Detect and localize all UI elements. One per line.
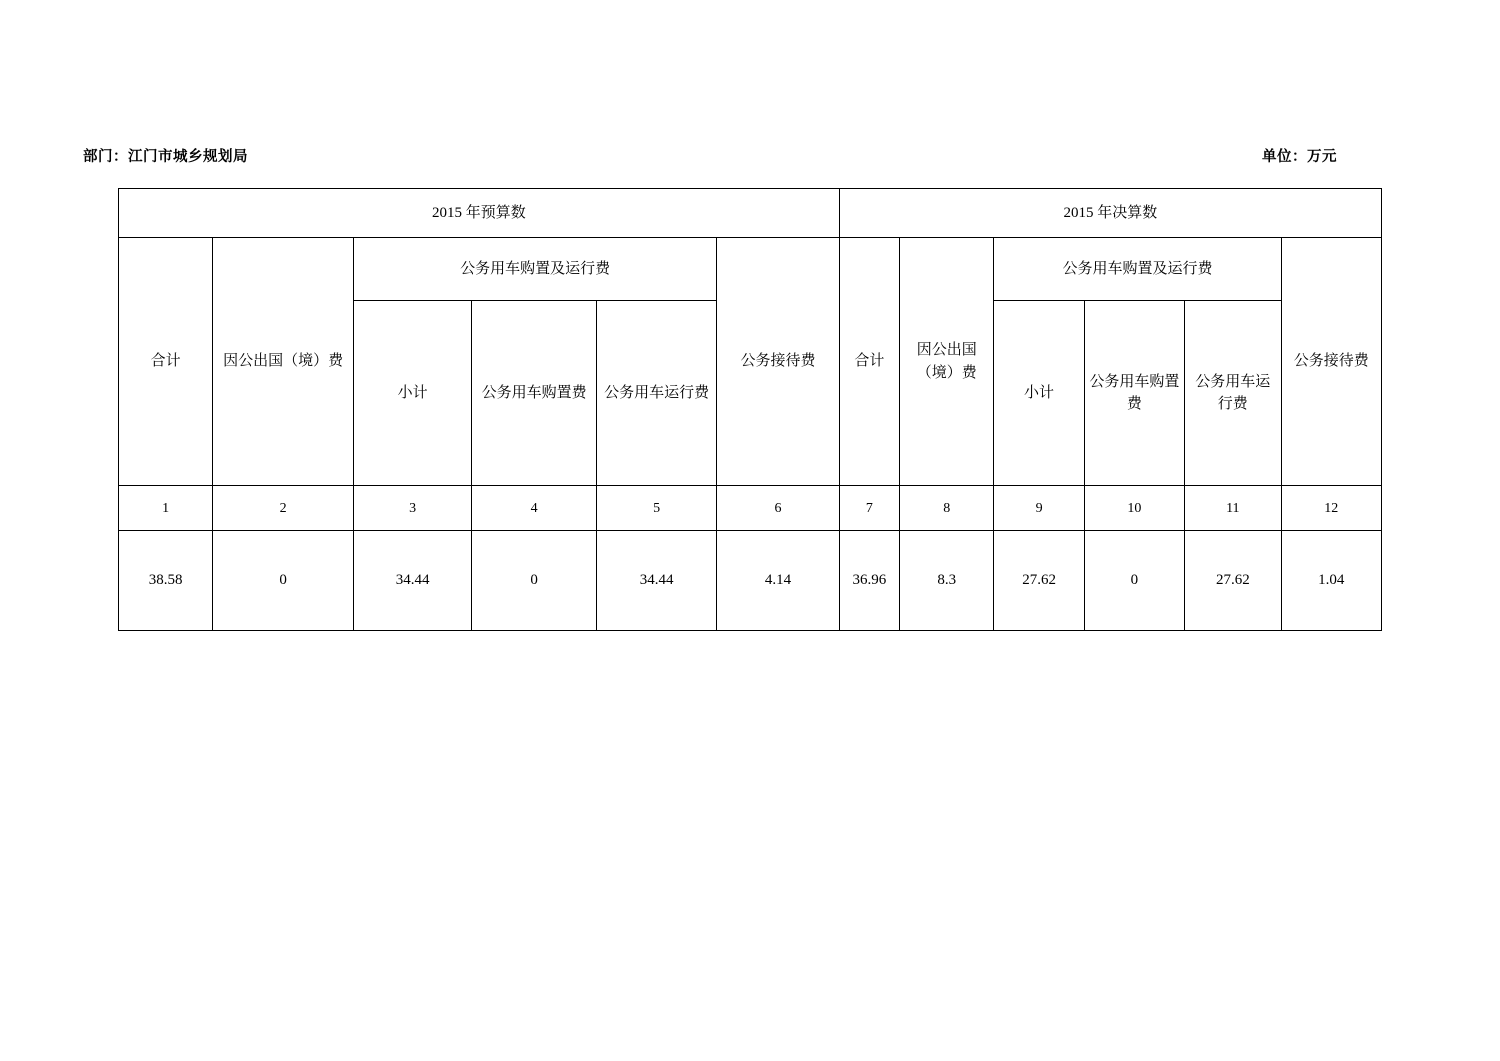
column-index-6: 6 [717,486,839,531]
table-row-group-header [119,189,1382,238]
table-row-subgroup-header [119,238,1382,301]
value-final-abroad: 8.3 [900,531,994,631]
column-index-11: 11 [1185,486,1281,531]
department-label: 部门：江门市城乡规划局 [83,149,248,165]
document-header [83,145,1337,166]
value-budget-abroad: 0 [213,531,354,631]
column-header-budget-vehicle-subtotal: 小计 [353,301,471,486]
unit-label: 单位：万元 [1262,149,1337,165]
column-index-7: 7 [839,486,899,531]
value-final-vehicle-subtotal: 27.62 [994,531,1084,631]
value-budget-vehicle-operation: 34.44 [596,531,716,631]
column-header-final-vehicle-purchase: 公务用车购置费 [1084,301,1184,486]
table-row-column-numbers [119,486,1382,531]
value-budget-vehicle-subtotal: 34.44 [353,531,471,631]
column-index-3: 3 [353,486,471,531]
value-final-total: 36.96 [839,531,899,631]
column-header-budget-vehicle-purchase: 公务用车购置费 [472,301,596,486]
group-header-final: 2015 年决算数 [839,189,1381,238]
value-budget-reception: 4.14 [717,531,839,631]
column-index-8: 8 [900,486,994,531]
column-header-budget-abroad: 因公出国（境）费 [213,238,354,486]
column-header-final-total: 合计 [839,238,899,486]
value-final-reception: 1.04 [1281,531,1382,631]
column-index-2: 2 [213,486,354,531]
column-index-4: 4 [472,486,596,531]
column-header-budget-vehicle-group: 公务用车购置及运行费 [353,238,716,301]
column-index-9: 9 [994,486,1084,531]
column-header-budget-total: 合计 [119,238,213,486]
group-header-budget: 2015 年预算数 [119,189,840,238]
column-header-final-reception: 公务接待费 [1281,238,1382,486]
column-index-5: 5 [596,486,716,531]
column-index-10: 10 [1084,486,1184,531]
value-budget-vehicle-purchase: 0 [472,531,596,631]
column-header-budget-reception: 公务接待费 [717,238,839,486]
table-row-values [119,531,1382,631]
value-final-vehicle-purchase: 0 [1084,531,1184,631]
value-final-vehicle-operation: 27.62 [1185,531,1281,631]
column-header-final-abroad: 因公出国（境）费 [900,238,994,486]
column-header-final-vehicle-subtotal: 小计 [994,301,1084,486]
value-budget-total: 38.58 [119,531,213,631]
column-index-12: 12 [1281,486,1382,531]
column-header-budget-vehicle-operation: 公务用车运行费 [596,301,716,486]
column-index-1: 1 [119,486,213,531]
budget-table [118,188,1382,631]
column-header-final-vehicle-group: 公务用车购置及运行费 [994,238,1281,301]
column-header-final-vehicle-operation: 公务用车运行费 [1185,301,1281,486]
